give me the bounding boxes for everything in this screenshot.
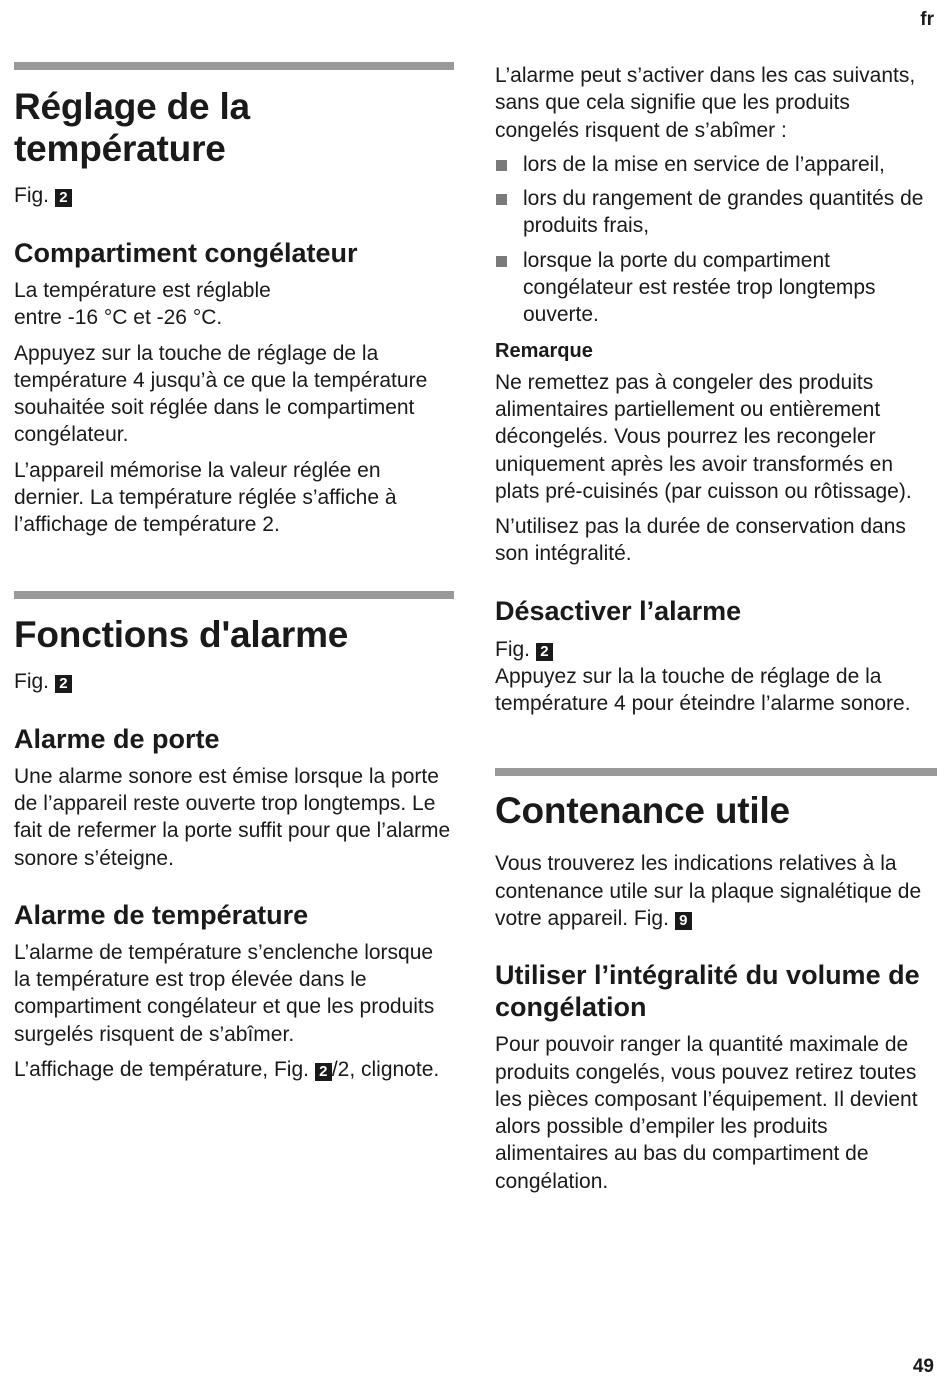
figure-ref <box>14 182 454 210</box>
paragraph: L’appareil mémorise la valeur réglée en dernier. La température réglée s’affiche à l’affichage de température 2. <box>14 458 397 537</box>
section-title-capacity: Contenance utile <box>495 790 790 832</box>
fig-label: Fig. <box>495 637 531 661</box>
text-line: La température est réglable <box>14 279 271 302</box>
bullet-list <box>495 151 937 329</box>
fig-label: Fig. <box>14 669 50 693</box>
square-bullet-icon <box>496 160 507 171</box>
list-item <box>495 247 937 329</box>
figure-number-badge: 2 <box>55 189 72 207</box>
paragraph: Une alarme sonore est émise lorsque la porte de l’appareil reste ouverte trop longtemps. Le fait de refermer la porte suffit pour que l’alarme sonore s’éteigne. <box>14 764 451 870</box>
section-rule <box>14 62 454 70</box>
figure-number-badge: 2 <box>536 643 553 661</box>
list-item <box>495 151 937 178</box>
paragraph: Appuyez sur la la touche de réglage de la température 4 pour éteindre l’alarme sonore. <box>495 664 911 716</box>
square-bullet-icon <box>496 194 507 205</box>
section-title-alarm: Fonctions d'alarme <box>14 613 349 655</box>
section-title-temperature: Réglage de la température <box>14 86 250 169</box>
subsection-title-door-alarm: Alarme de porte <box>14 723 220 754</box>
right-column <box>495 62 937 1195</box>
paragraph: L’alarme de température s’enclenche lorsque la température est trop élevée dans le compartiment congélateur et que les produits surgelés risquent de s’abîmer. <box>14 940 435 1046</box>
figure-number-badge: 9 <box>675 912 692 930</box>
paragraph: L’alarme peut s’activer dans les cas suivants, sans que cela signifie que les produits congelés risquent de s’abîmer : <box>495 64 916 142</box>
text-span: /2, clignote. <box>331 1058 440 1082</box>
paragraph <box>14 277 454 332</box>
paragraph: Ne remettez pas à congeler des produits alimentaires partiellement ou entièrement décongelés. Vous pourrez les recongeler uniquement après les avoir transformés en plats pré-cuisinés (par cuisson ou rôtissage). <box>495 370 912 503</box>
paragraph <box>14 1056 454 1083</box>
page-number: 49 <box>912 1356 934 1377</box>
subsection-title-temperature-alarm: Alarme de température <box>14 899 309 930</box>
subsection-title-full-volume: Utiliser l’intégralité du volume de congélation <box>495 960 920 1023</box>
text-span: Vous trouverez les indications relatives à la contenance utile sur la plaque signalétique de votre appareil. Fig. <box>495 852 922 930</box>
figure-number-badge: 2 <box>315 1063 332 1081</box>
list-item-text: lors de la mise en service de l’appareil, <box>523 152 885 176</box>
list-item-text: lors du rangement de grandes quantités de produits frais, <box>523 187 924 238</box>
figure-ref <box>14 668 454 696</box>
note-title: Remarque <box>495 339 593 362</box>
fig-label: Fig. <box>14 184 50 207</box>
paragraph: N’utilisez pas la durée de conservation dans son intégralité. <box>495 515 906 566</box>
subsection-title-deactivate: Désactiver l’alarme <box>495 595 742 626</box>
list-item <box>495 185 937 240</box>
figure-number-badge: 2 <box>55 675 72 693</box>
language-tag: fr <box>920 9 934 30</box>
square-bullet-icon <box>496 256 507 267</box>
figure-ref <box>495 636 937 663</box>
section-rule <box>495 768 937 776</box>
text-span: L’affichage de température, Fig. <box>14 1058 309 1082</box>
list-item-text: lorsque la porte du compartiment congélateur est restée trop longtemps ouverte. <box>523 248 876 327</box>
text-line: entre -16 °C et -26 °C. <box>14 306 223 330</box>
paragraph: Pour pouvoir ranger la quantité maximale de produits congelés, vous pouvez retirez toutes les pièces composant l’équipement. Il devient alors possible d’empiler les produits alimentaires au bas du compartiment de congélation. <box>495 1033 918 1193</box>
paragraph: Appuyez sur la touche de réglage de la température 4 jusqu’à ce que la température souhaitée soit réglée dans le compartiment congélateur. <box>14 341 428 447</box>
section-rule <box>14 591 454 599</box>
subsection-title-freezer: Compartiment congélateur <box>14 238 358 268</box>
paragraph <box>495 850 937 932</box>
left-column <box>14 62 454 1083</box>
